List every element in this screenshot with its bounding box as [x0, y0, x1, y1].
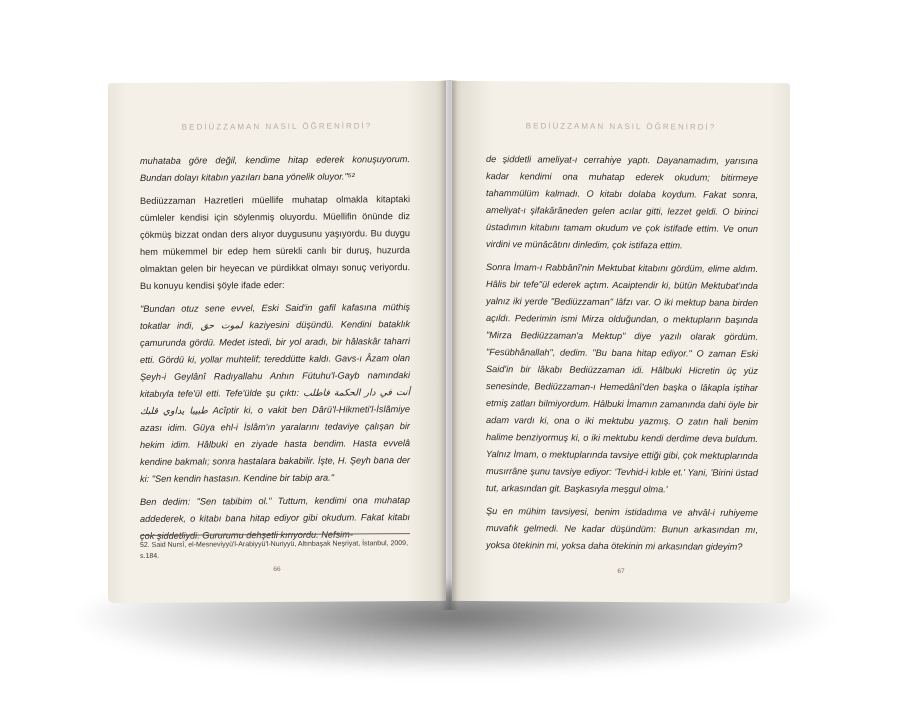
footnote: 52. Said Nursî, el-Mesneviyyü'l-Arabiyyü'l-Nuriyyü, Altınbaşak Neşriyat, İstanbul, 2009, s.184. — [140, 533, 410, 562]
left-page — [108, 81, 446, 603]
right-page — [452, 81, 790, 603]
paragraph-1: muhataba göre değil, kendime hitap ederek konuşuyorum. Bundan dolayı kitabın yazıları bana yönelik oluyor."⁵² — [140, 154, 410, 183]
paragraph-2: Bediüzzaman Hazretleri müellife muhatap olmakla kitaptaki cümleler kendisi için söylenmiş oluyordu. Müellifin önünde diz çökmüş bizzat ondan ders alıyor duygusunu yaşıyordu. Bu duygu hem mükemmel bir edep hem sürekli canlı bir duruş, huzurda olmaktan gelen bir heyecan ve pürdikkat olmayı sonuç veriyordu. Bu konuyu kendisi şöyle ifade eder: — [140, 194, 410, 291]
quote-block: "Bundan otuz sene evvel, Eski Said'in gafil kafasına müthiş tokatlar indi, لموت حق kaziyesini düşündü. Kendini bataklık çamurunda gördü. Medet istedi, bir yol aradı, bir hâlaskâr taharri etti. Gördü ki, yollar muhtelif; tereddütte kaldı. Gavs-ı Âzam olan Şeyh-i Geylânî Radıyallahu Anhın Fütuhu'l-Gayb namındaki kitabıyla tefe'ül etti. Tefe'ülde şu çıktı: أنت في دار الحكمة فاطلب طبيبا يداوي قلبك Acîptir ki, o vakit ben Dârü'l-Hikmeti'l-İslâmiye azası idim. Güya ehl-i İslâm'ın yaralarını tedaviye çalışan bir hekim idim. Hâlbuki en ziyade hasta bendim. Hasta evvelâ kendine bakmalı; sonra hastalara bakabilir. İşte, H. Şeyh bana der ki: "Sen kendin hastasın. Kendine bir tabip ara." — [140, 302, 411, 484]
running-head-right: BEDİÜZZAMAN NASIL ÖĞRENİRDİ? — [525, 121, 717, 132]
left-page-body — [140, 151, 410, 551]
book-gutter — [440, 80, 458, 610]
paragraph-3: Ben dedim: "Sen tabibim ol." Tuttum, kendimi ona muhatap addederek, o kitabı bana hitap ediyor gibi okudum. Fakat kitabı çok şiddetliydi. Gururumu dehşetli kırıyordu. Nefsim- — [140, 495, 410, 541]
paragraph-1: de şiddetli ameliyat-ı cerrahiye yaptı. Dayanamadım, yarısına kadar kendimi ona muhatap ederek okudum; bitirmeye tahammülüm kalmadı. O kitabı dolaba koydum. Fakat sonra, ameliyat-ı şifakârâneden gelen acılar gitti, lezzet geldi. O birinci üstadımın kitabını tamam okudum ve çok istifade ettim. Ve onun virdini ve münâcâtını dinledim, çok istifaza ettim. — [486, 154, 758, 251]
running-head-left: BEDİÜZZAMAN NASIL ÖĞRENİRDİ? — [181, 121, 373, 132]
right-page-body — [486, 151, 758, 562]
paragraph-2: Sonra İmam-ı Rabbânî'nin Mektubat kitabını gördüm, elime aldım. Hâlis bir tefe"ül ederek açtım. Acaiptendir ki, bütün Mektubat'ında yalnız iki yerde "Bediüzzaman" lâfzı var. O iki mektup bana birden açıldı. Pederimin ismi Mirza olduğundan, o mektupların başında "Mirza Bediüzzaman'a Mektup" diye yazılı olarak gördüm. "Fesübhânallah", dedim. "Bu bana hitap ediyor." O zaman Eski Said'in bir lâkabı Bediüzzaman idi. Hâlbuki Hicretin üç yüz senesinde, Bediüzzaman-ı Hemedânî'den başka o lâkapla iştihar etmiş zatları bilmiyordum. Hâlbuki İmamın zamanında dahi öyle bir adam vardı ki, ona o iki mektubu yazmış. O zatın hali benim halime benziyormuş ki, o iki mektubu kendi derdime deva buldum. Yalnız İmam, o mektuplarında tavsiye ettiği gibi, çok mektuplarında musırrâne şunu tavsiye ediyor: 'Tevhid-i kıble et.' Yani, 'Birini üstad tut, arkasından git. Başkasıyla meşgul olma.' — [486, 262, 758, 495]
page-number-left: 66 — [273, 565, 281, 574]
paragraph-3: Şu en mühim tavsiyesi, benim istidadıma ve ahvâl-i ruhiyeme muvafık gelmedi. Ne kadar düşündüm: Bunun arkasından mı, yoksa ötekinin mi, yoksa daha ötekinin mi arkasından gideyim? — [486, 506, 758, 552]
page-number-right: 67 — [617, 567, 625, 576]
